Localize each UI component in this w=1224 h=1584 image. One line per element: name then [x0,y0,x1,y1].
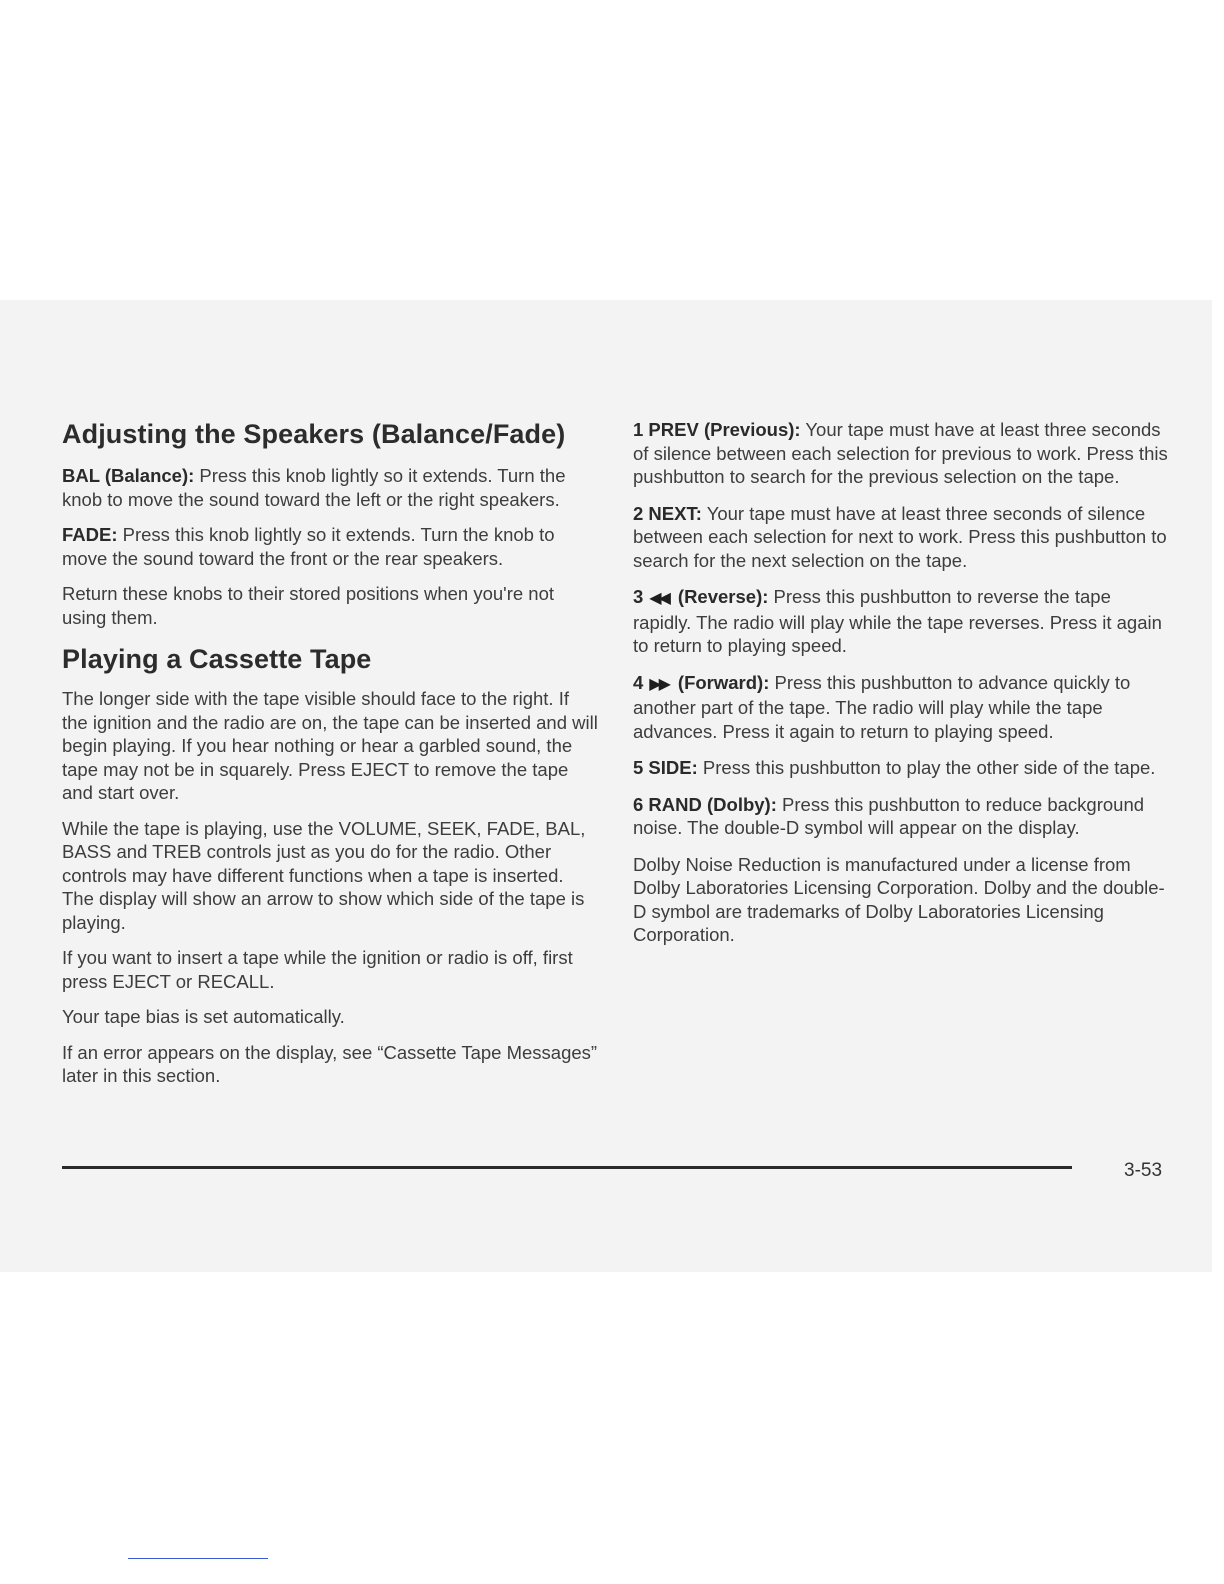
next-text: Your tape must have at least three seconds of silence between each selection for next to work. Press this pushbutton to search for the next selection on the tape. [633,502,1167,571]
reverse-label: (Reverse): [677,586,769,607]
paragraph-side [633,756,1173,780]
paragraph-return-knobs: Return these knobs to their stored positions when you're not using them. [62,583,555,628]
right-column [633,418,1173,960]
paragraph-reverse [633,585,1173,658]
reverse-text: Press this pushbutton to reverse the tape rapidly. The radio will play while the tape reverses. Press it again to return to playing speed. [633,586,1162,656]
paragraph-prev [633,418,1173,489]
page-number: 3-53 [1124,1160,1163,1181]
paragraph-dolby-notice: Dolby Noise Reduction is manufactured under a license from Dolby Laboratories Licensing Corporation. Dolby and the double-D symbol are trademarks of Dolby Laboratories Licensing Corporation. [633,853,1165,945]
heading-adjusting-speakers: Adjusting the Speakers (Balance/Fade) [62,419,566,449]
paragraph-tape-bias: Your tape bias is set automatically. [62,1006,345,1027]
forward-label: (Forward): [677,671,770,693]
left-column [62,418,598,1100]
forward-number: 4 [633,671,644,693]
prev-label: 1 PREV (Previous): [633,419,801,440]
rewind-icon: ◀◀ [649,590,668,607]
fade-label: FADE: [62,524,118,545]
paragraph-forward [633,671,1173,744]
fade-text: Press this knob lightly so it extends. Turn the knob to move the sound toward the front or the rear speakers. [62,524,555,569]
bal-label: BAL (Balance): [62,465,195,486]
footer-rule [62,1166,1072,1169]
next-label: 2 NEXT: [633,502,702,524]
heading-playing-cassette: Playing a Cassette Tape [62,644,372,674]
prev-text: Your tape must have at least three seconds of silence between each selection for previous to work. Press this pushbutton to search for the previous selection on the tape. [633,419,1168,487]
paragraph-bal [62,464,598,511]
bottom-underline [128,1558,268,1559]
paragraph-fade [62,523,598,570]
paragraph-rand [633,793,1173,840]
reverse-number: 3 [633,586,644,607]
paragraph-tape-insert: The longer side with the tape visible should face to the right. If the ignition and the radio are on, the tape can be inserted and will begin playing. If you hear nothing or hear a garbled sound, the tape may not be in squarely. Press EJECT to remove the tape and start over. [62,688,598,803]
paragraph-insert-ignition-off: If you want to insert a tape while the ignition or radio is off, first press EJECT or RECALL. [62,947,573,992]
side-text: Press this pushbutton to play the other side of the tape. [702,757,1156,778]
bal-text: Press this knob lightly so it extends. Turn the knob to move the sound toward the left or the right speakers. [62,465,566,510]
paragraph-tape-controls: While the tape is playing, use the VOLUME, SEEK, FADE, BAL, BASS and TREB controls just as you do for the radio. Other controls may have different functions when a tape is inserted. The display will show an arrow to show which side of the tape is playing. [62,817,586,933]
rand-label: 6 RAND (Dolby): [633,793,777,815]
rand-text: Press this pushbutton to reduce background noise. The double-D symbol will appear on the display. [633,793,1145,838]
side-label: 5 SIDE: [633,757,698,778]
forward-text: Press this pushbutton to advance quickly to another part of the tape. The radio will play while the tape advances. Press it again to return to playing speed. [633,671,1131,742]
paragraph-error-display: If an error appears on the display, see “Cassette Tape Messages” later in this section. [62,1041,598,1086]
paragraph-next [633,502,1173,573]
fast-forward-icon: ▶▶ [649,675,668,693]
